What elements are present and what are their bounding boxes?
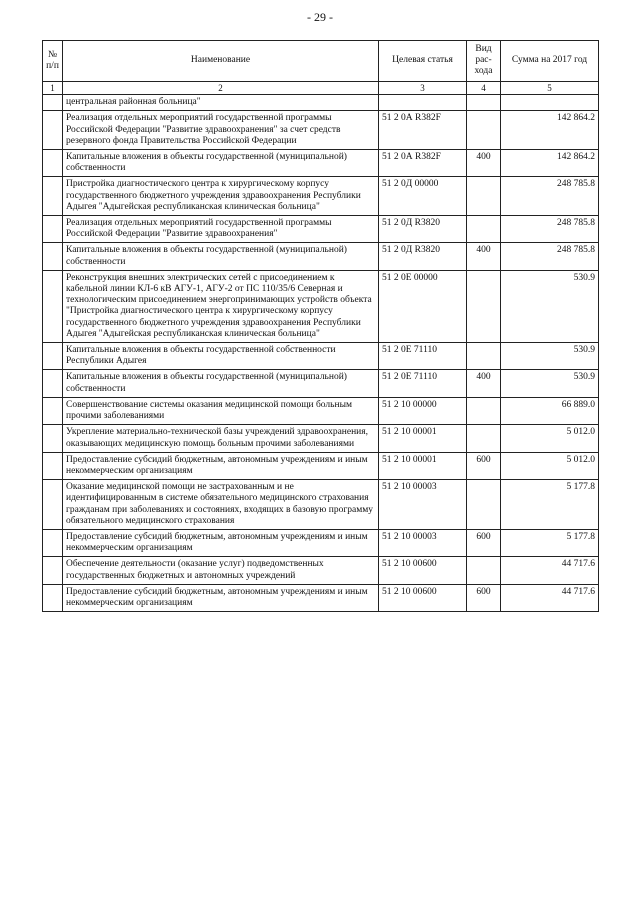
table-row xyxy=(43,584,599,611)
row-name-cell: Капитальные вложения в объекты государственной (муниципальной) собственности xyxy=(63,370,379,397)
row-sum-cell: 44 717.6 xyxy=(501,557,599,584)
row-number-cell xyxy=(43,529,63,556)
column-number: 5 xyxy=(501,81,599,95)
table-row xyxy=(43,111,599,150)
row-sum-cell: 248 785.8 xyxy=(501,177,599,216)
column-number: 3 xyxy=(379,81,467,95)
row-target-article-cell: 51 2 0Д R3820 xyxy=(379,216,467,243)
row-name-cell: Укрепление материально-технической базы учреждений здравоохранения, оказывающих медицинскую помощь больным прочими заболеваниями xyxy=(63,425,379,452)
row-sum-cell: 248 785.8 xyxy=(501,216,599,243)
row-expense-type-cell xyxy=(467,216,501,243)
row-expense-type-cell xyxy=(467,111,501,150)
column-number: 2 xyxy=(63,81,379,95)
budget-table-container xyxy=(42,40,598,612)
row-number-cell xyxy=(43,397,63,424)
row-target-article-cell: 51 2 10 00001 xyxy=(379,425,467,452)
row-sum-cell: 142 864.2 xyxy=(501,150,599,177)
row-number-cell xyxy=(43,557,63,584)
row-expense-type-cell xyxy=(467,480,501,530)
row-number-cell xyxy=(43,111,63,150)
row-number-cell xyxy=(43,243,63,270)
row-sum-cell: 44 717.6 xyxy=(501,584,599,611)
header-target-article: Целевая статья xyxy=(379,41,467,82)
row-sum-cell: 530.9 xyxy=(501,370,599,397)
header-sum-2017: Сумма на 2017 год xyxy=(501,41,599,82)
table-row xyxy=(43,216,599,243)
row-number-cell xyxy=(43,425,63,452)
row-target-article-cell: 51 2 0Е 71110 xyxy=(379,370,467,397)
row-name-cell: Пристройка диагностического центра к хирургическому корпусу государственного бюджетного учреждения здравоохранения Республики Адыгея "Адыгейская республиканская клиническая больница" xyxy=(63,177,379,216)
row-expense-type-cell: 600 xyxy=(467,529,501,556)
table-row xyxy=(43,397,599,424)
row-target-article-cell: 51 2 10 00600 xyxy=(379,584,467,611)
budget-table xyxy=(42,40,599,612)
row-name-cell: Совершенствование системы оказания медицинской помощи больным прочими заболеваниями xyxy=(63,397,379,424)
row-target-article-cell xyxy=(379,95,467,111)
row-sum-cell: 66 889.0 xyxy=(501,397,599,424)
table-row xyxy=(43,343,599,370)
table-row xyxy=(43,243,599,270)
row-expense-type-cell: 400 xyxy=(467,243,501,270)
row-name-cell: Обеспечение деятельности (оказание услуг) подведомственных государственных бюджетных и автономных учреждений xyxy=(63,557,379,584)
row-expense-type-cell: 600 xyxy=(467,452,501,479)
row-name-cell: Предоставление субсидий бюджетным, автономным учреждениям и иным некоммерческим организациям xyxy=(63,584,379,611)
row-sum-cell: 142 864.2 xyxy=(501,111,599,150)
row-number-cell xyxy=(43,177,63,216)
row-number-cell xyxy=(43,216,63,243)
row-name-cell: Предоставление субсидий бюджетным, автономным учреждениям и иным некоммерческим организациям xyxy=(63,529,379,556)
row-name-cell: центральная районная больница" xyxy=(63,95,379,111)
row-sum-cell: 248 785.8 xyxy=(501,243,599,270)
row-expense-type-cell xyxy=(467,425,501,452)
header-number: № п/п xyxy=(43,41,63,82)
table-row xyxy=(43,370,599,397)
row-expense-type-cell xyxy=(467,95,501,111)
row-target-article-cell: 51 2 0А R382F xyxy=(379,111,467,150)
row-sum-cell: 5 177.8 xyxy=(501,480,599,530)
row-sum-cell: 5 177.8 xyxy=(501,529,599,556)
column-number: 1 xyxy=(43,81,63,95)
table-row xyxy=(43,480,599,530)
row-name-cell: Капитальные вложения в объекты государственной собственности Республики Адыгея xyxy=(63,343,379,370)
row-number-cell xyxy=(43,150,63,177)
row-name-cell: Реализация отдельных мероприятий государственной программы Российской Федерации "Развитие здравоохранения" xyxy=(63,216,379,243)
row-expense-type-cell xyxy=(467,343,501,370)
table-row xyxy=(43,177,599,216)
row-target-article-cell: 51 2 0А R382F xyxy=(379,150,467,177)
row-name-cell: Оказание медицинской помощи не застрахованным и не идентифицированным в системе обязательного медицинского страхования гражданам при заболеваниях и состояниях, входящих в базовую программу обязательного медицинского страхования xyxy=(63,480,379,530)
table-body xyxy=(43,95,599,612)
table-row xyxy=(43,452,599,479)
row-target-article-cell: 51 2 10 00000 xyxy=(379,397,467,424)
table-row xyxy=(43,95,599,111)
row-target-article-cell: 51 2 10 00001 xyxy=(379,452,467,479)
column-number-row xyxy=(43,81,599,95)
row-expense-type-cell: 400 xyxy=(467,150,501,177)
row-sum-cell xyxy=(501,95,599,111)
table-row xyxy=(43,529,599,556)
row-target-article-cell: 51 2 0Е 71110 xyxy=(379,343,467,370)
table-row xyxy=(43,425,599,452)
row-target-article-cell: 51 2 0Д 00000 xyxy=(379,177,467,216)
table-header-row xyxy=(43,41,599,82)
row-expense-type-cell xyxy=(467,557,501,584)
table-row xyxy=(43,270,599,342)
row-number-cell xyxy=(43,584,63,611)
row-sum-cell: 530.9 xyxy=(501,343,599,370)
table-row xyxy=(43,557,599,584)
row-expense-type-cell: 400 xyxy=(467,370,501,397)
column-number: 4 xyxy=(467,81,501,95)
row-expense-type-cell: 600 xyxy=(467,584,501,611)
header-name: Наименование xyxy=(63,41,379,82)
row-target-article-cell: 51 2 0Д R3820 xyxy=(379,243,467,270)
row-name-cell: Реконструкция внешних электрических сетей с присоединением к кабельной линии КЛ-6 кВ АГУ-1, АГУ-2 от ПС 110/35/6 Северная и технологическим присоединением энергопринимающих устройств объекта "Пристройка диагностического центра к хирургическому корпусу государственного бюджетного учреждения здравоохранения Республики Адыгея "Адыгейская республиканская клиническая больница" xyxy=(63,270,379,342)
row-expense-type-cell xyxy=(467,177,501,216)
row-sum-cell: 530.9 xyxy=(501,270,599,342)
row-target-article-cell: 51 2 10 00003 xyxy=(379,480,467,530)
table-row xyxy=(43,150,599,177)
row-name-cell: Предоставление субсидий бюджетным, автономным учреждениям и иным некоммерческим организациям xyxy=(63,452,379,479)
row-sum-cell: 5 012.0 xyxy=(501,425,599,452)
row-name-cell: Капитальные вложения в объекты государственной (муниципальной) собственности xyxy=(63,243,379,270)
row-target-article-cell: 51 2 0Е 00000 xyxy=(379,270,467,342)
row-number-cell xyxy=(43,95,63,111)
row-target-article-cell: 51 2 10 00600 xyxy=(379,557,467,584)
header-expense-type: Вид рас-хода xyxy=(467,41,501,82)
row-number-cell xyxy=(43,370,63,397)
row-number-cell xyxy=(43,480,63,530)
row-sum-cell: 5 012.0 xyxy=(501,452,599,479)
row-name-cell: Капитальные вложения в объекты государственной (муниципальной) собственности xyxy=(63,150,379,177)
row-number-cell xyxy=(43,452,63,479)
row-number-cell xyxy=(43,343,63,370)
row-name-cell: Реализация отдельных мероприятий государственной программы Российской Федерации "Развитие здравоохранения" за счет средств резервного фонда Правительства Российской Федерации xyxy=(63,111,379,150)
row-expense-type-cell xyxy=(467,397,501,424)
row-expense-type-cell xyxy=(467,270,501,342)
row-number-cell xyxy=(43,270,63,342)
page-number: - 29 - xyxy=(307,10,333,24)
row-target-article-cell: 51 2 10 00003 xyxy=(379,529,467,556)
